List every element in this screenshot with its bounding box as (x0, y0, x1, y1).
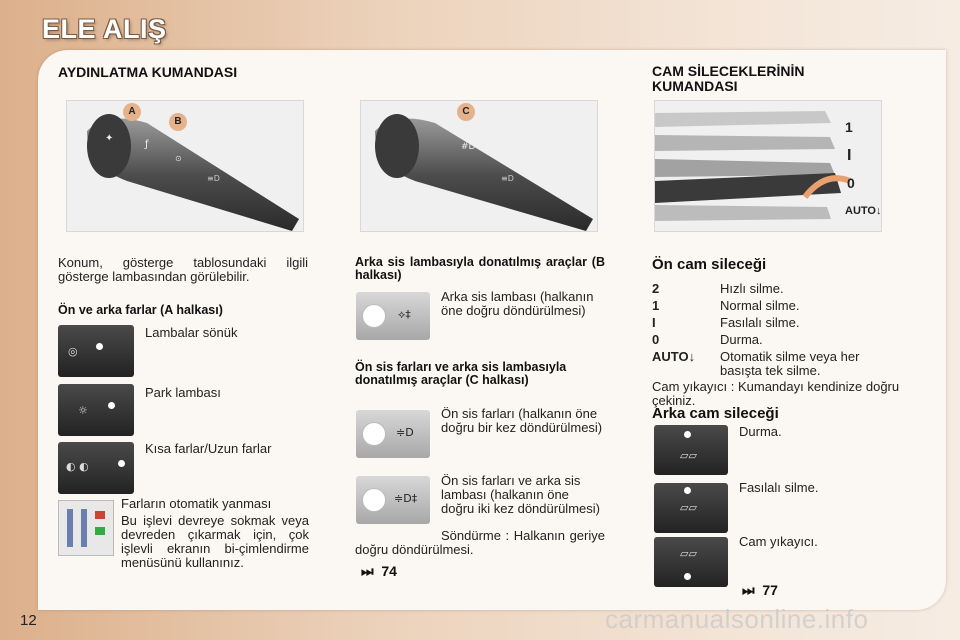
svg-text:#D ≑: #D ≑ (461, 142, 486, 152)
svg-text:⊙: ⊙ (175, 154, 182, 163)
svg-text:✦: ✦ (105, 133, 114, 144)
ring-a-marker: A (123, 103, 141, 121)
front-wiper-row: 2 Hızlı silme. (652, 281, 784, 296)
svg-text:ƒ: ƒ (145, 139, 149, 150)
auto-lights-text: Bu işlevi devreye sokmak veya devreden çıkarmak için, çok işlevli ekranın bi-çimlendirme menüsünü kullanınız. (121, 513, 309, 570)
watermark: carmanualsonline.info (605, 604, 869, 634)
b-ring-heading: Arka sis lambasıyla donatılmış araçlar (B halkası) (355, 255, 605, 282)
page-number: 12 (20, 612, 37, 629)
front-fog-icon: ≑D (356, 410, 430, 458)
front-wiper-row: 1 Normal silme. (652, 298, 800, 313)
lighting-stalk-photo-ab (66, 100, 304, 232)
a-item-beams: Kısa farlar/Uzun farlar (145, 441, 272, 456)
rear-item-intermittent: Fasılalı silme. (739, 480, 819, 495)
stalk-c-illustration (361, 101, 597, 231)
ring-c-marker: C (457, 103, 475, 121)
rear-wiper-heading: Arka cam sileceği (652, 405, 779, 422)
ring-b-marker: B (169, 113, 187, 131)
parking-lights-icon: ☼ (58, 384, 134, 436)
lighting-intro: Konum, gösterge tablosundaki ilgili gösterge lambasından görülebilir. (58, 255, 308, 284)
lighting-stalk-photo-c (360, 100, 598, 232)
front-wiper-row: 0 Durma. (652, 332, 763, 347)
rear-wiper-intermittent-icon: ▱▱ (654, 483, 728, 533)
c-off-text: Söndürme : Halkanın geriye doğru döndürülmesi. (355, 528, 605, 557)
rear-fog-icon: ⟡‡ (356, 292, 430, 340)
washer-text: Cam yıkayıcı : Kumandayı kendinize doğru çekiniz. (652, 379, 900, 408)
auto-lights-menu-icon (58, 500, 114, 556)
page-title: ELE ALIŞ (42, 14, 167, 44)
auto-lights-heading: Farların otomatik yanması (121, 496, 272, 511)
a-ring-heading: Ön ve arka farlar (A halkası) (58, 303, 223, 317)
wipers-page-ref: ⏭ 77 (742, 582, 778, 598)
c-item-front-fog: Ön sis farları (halkanın öne doğru bir kez döndürülmesi) (441, 406, 603, 435)
rear-wiper-off-icon: ▱▱ (654, 425, 728, 475)
rear-item-off: Durma. (739, 424, 782, 439)
wiper-stalk-photo (654, 100, 882, 232)
rear-washer-icon: ▱▱ (654, 537, 728, 587)
a-item-lights-off: Lambalar sönük (145, 325, 238, 340)
wipers-heading: CAM SİLECEKLERİNİN KUMANDASI (652, 63, 805, 94)
b-item-rear-fog: Arka sis lambası (halkanın öne doğru döndürülmesi) (441, 289, 594, 318)
wiper-position-i: I (847, 147, 852, 164)
front-wiper-row: I Fasılalı silme. (652, 315, 800, 330)
front-wiper-row: AUTO↓ Otomatik silme veya her basışta tek silme. (652, 349, 860, 378)
front-wiper-heading: Ön cam sileceği (652, 256, 767, 273)
svg-text:≡D: ≡D (207, 174, 220, 183)
lights-off-icon: ◎ (58, 325, 134, 377)
dipped-main-beam-icon: ◐ ◐ (58, 442, 134, 494)
wiper-position-auto: AUTO↓ (845, 205, 882, 217)
lighting-page-ref: ⏭ 74 (361, 563, 397, 579)
lighting-heading: AYDINLATMA KUMANDASI (58, 64, 238, 80)
rear-item-washer: Cam yıkayıcı. (739, 534, 818, 549)
front-rear-fog-icon: ≑D‡ (356, 476, 430, 524)
c-item-front-rear-fog: Ön sis farları ve arka sis lambası (halkanın öne doğru iki kez döndürülmesi) (441, 473, 600, 516)
wiper-position-1: 1 (845, 119, 853, 135)
svg-text:≡D: ≡D (501, 174, 514, 183)
wiper-position-0: 0 (847, 175, 855, 191)
a-item-parking: Park lambası (145, 385, 221, 400)
c-ring-heading: Ön sis farları ve arka sis lambasıyla donatılmış araçlar (C halkası) (355, 360, 567, 387)
